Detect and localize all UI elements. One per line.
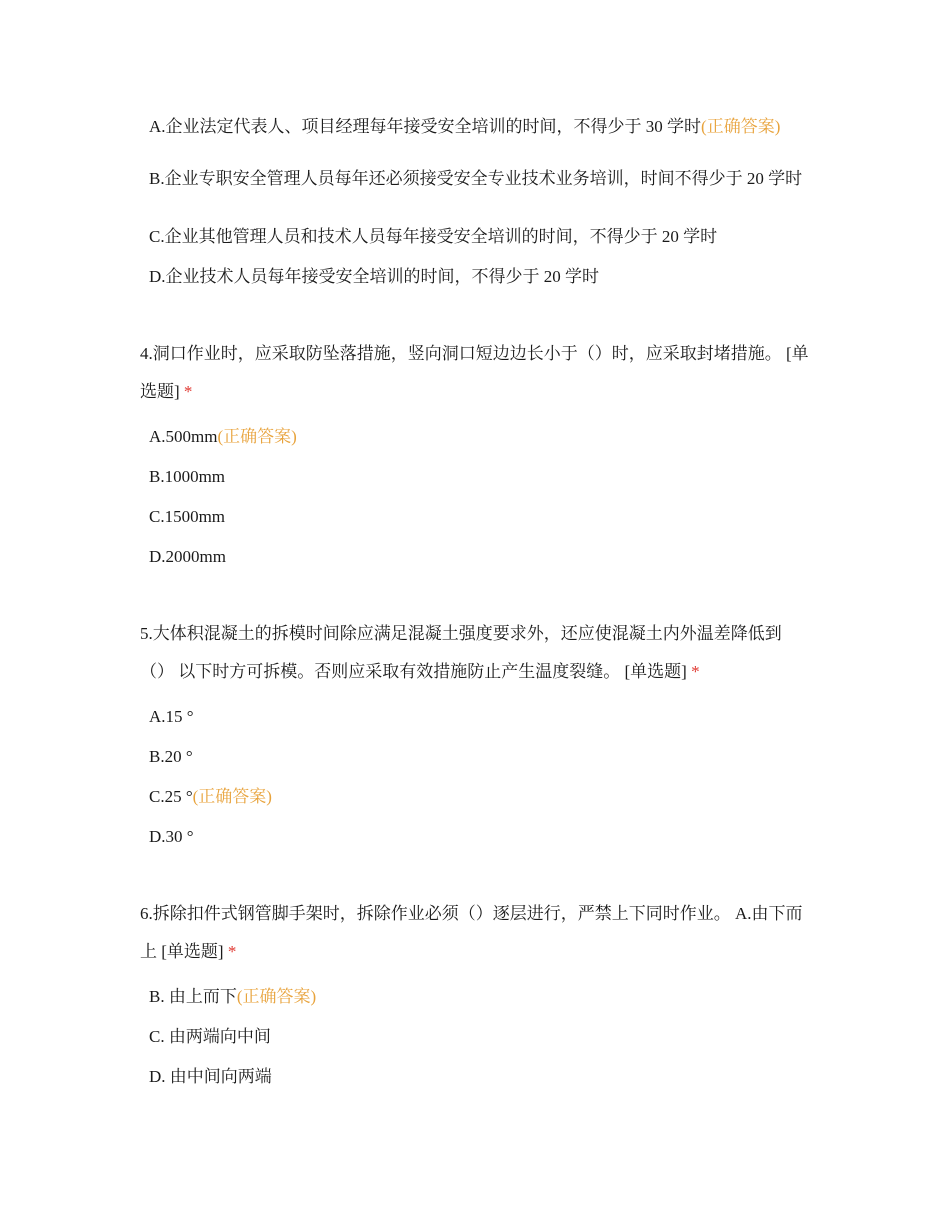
option-text: D.企业技术人员每年接受安全培训的时间，不得少于 20 学时 [149,267,600,286]
q6-option-b[interactable] [149,985,809,1009]
option-text: D. 由中间向两端 [149,1067,272,1086]
q4-option-b[interactable] [149,465,809,489]
q6-option-d[interactable] [149,1065,809,1089]
q6-option-c[interactable] [149,1025,809,1049]
q4-option-c[interactable] [149,505,809,529]
option-text: C. 由两端向中间 [149,1027,271,1046]
required-mark: * [183,382,193,401]
q3-option-c[interactable] [149,225,809,249]
option-text: A.15 ° [149,707,194,726]
q5-option-b[interactable] [149,745,809,769]
q6-title [140,895,812,971]
option-text: B.20 ° [149,747,193,766]
correct-answer-label: (正确答案) [701,117,781,136]
correct-answer-label: (正确答案) [236,987,317,1006]
correct-answer-label: (正确答案) [192,787,272,806]
option-text: C.1500mm [149,507,226,526]
option-text: D.30 ° [149,827,194,846]
option-text: B.1000mm [149,467,226,486]
q5-option-c[interactable] [149,785,809,809]
q3-option-a[interactable] [149,115,809,139]
option-text: D.2000mm [149,547,226,566]
option-text: B. 由上而下 [149,987,237,1006]
q3-option-b[interactable] [149,167,809,191]
q5-option-a[interactable] [149,705,809,729]
q4-option-a[interactable] [149,425,809,449]
q4-option-d[interactable] [149,545,809,569]
q3-option-d[interactable] [149,265,809,289]
correct-answer-label: (正确答案) [217,427,297,446]
q5-title [140,615,812,691]
question-text: 4.洞口作业时，应采取防坠落措施，竖向洞口短边边长小于（）时，应采取封堵措施。 [单选题] [140,344,809,401]
option-text: A.500mm [149,427,218,446]
q4-title [140,335,812,411]
required-mark: * [227,942,237,961]
option-text: C.25 ° [149,787,193,806]
question-text: 6.拆除扣件式钢管脚手架时，拆除作业必须（）逐层进行，严禁上下同时作业。 A.由下而上 [单选题] [140,904,803,961]
question-text: 5.大体积混凝土的拆模时间除应满足混凝土强度要求外，还应使混凝土内外温差降低到（） 以下时方可拆模。否则应采取有效措施防止产生温度裂缝。 [单选题] [140,624,782,681]
q5-option-d[interactable] [149,825,809,849]
required-mark: * [691,662,700,681]
option-text: C.企业其他管理人员和技术人员每年接受安全培训的时间，不得少于 20 学时 [149,227,718,246]
option-text: B.企业专职安全管理人员每年还必须接受安全专业技术业务培训，时间不得少于 20 学时 [149,169,803,188]
option-text: A.企业法定代表人、项目经理每年接受安全培训的时间，不得少于 30 学时 [149,117,702,136]
